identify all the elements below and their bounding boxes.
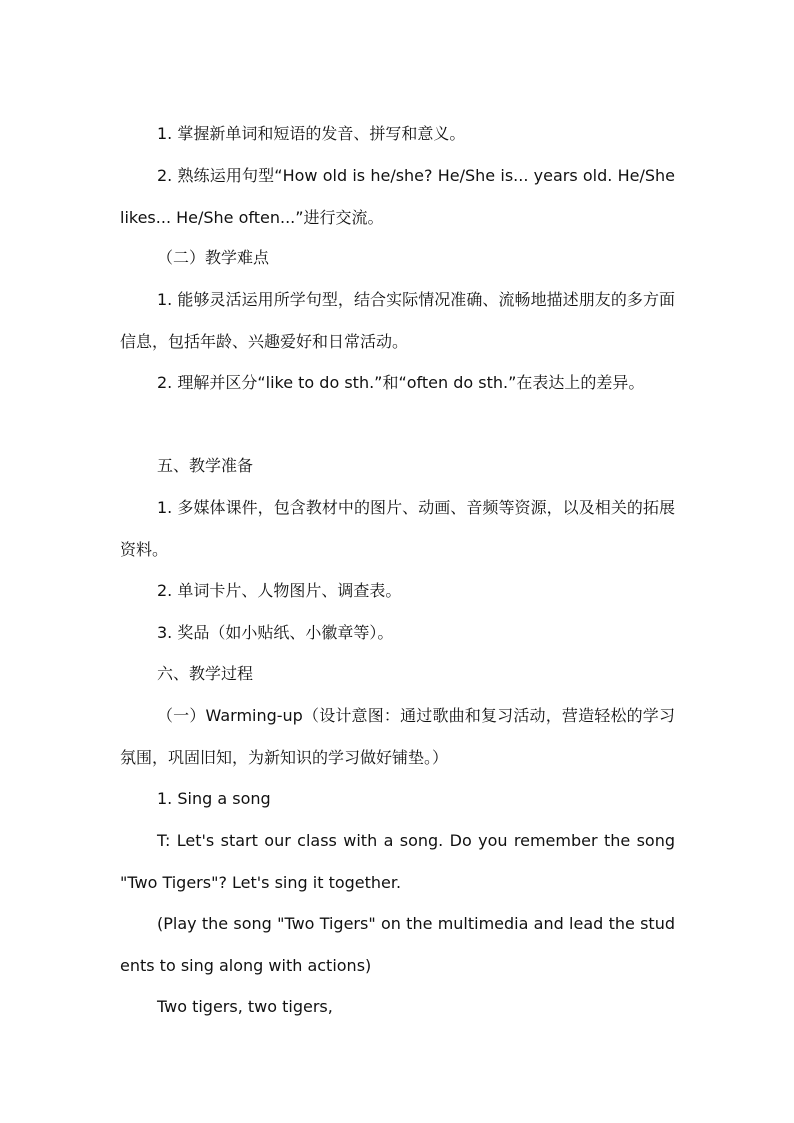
stage-direction: (Play the song "Two Tigers" on the multimedia and lead the students to sing along with actions) — [120, 914, 675, 975]
preparation-2: 2. 单词卡片、人物图片、调查表。 — [157, 581, 402, 600]
section-heading-difficulties: （二）教学难点 — [157, 248, 270, 267]
difficulty-1: 1. 能够灵活运用所学句型，结合实际情况准确、流畅地描述朋友的多方面信息，包括年龄、兴趣爱好和日常活动。 — [120, 290, 675, 351]
preparation-1: 1. 多媒体课件，包含教材中的图片、动画、音频等资源，以及相关的拓展资料。 — [120, 498, 675, 559]
section-heading-process: 六、教学过程 — [157, 664, 254, 683]
preparation-3: 3. 奖品（如小贴纸、小徽章等）。 — [157, 623, 394, 642]
warming-up-heading: （一）Warming-up（设计意图：通过歌曲和复习活动，营造轻松的学习氛围，巩固旧知，为新知识的学习做好铺垫。） — [120, 706, 675, 767]
teacher-line: T: Let's start our class with a song. Do you remember the song "Two Tigers"? Let's sing it together. — [120, 831, 675, 892]
sing-a-song-heading: 1. Sing a song — [157, 789, 271, 808]
section-heading-preparation: 五、教学准备 — [157, 456, 254, 475]
song-lyric-line: Two tigers, two tigers, — [157, 997, 333, 1016]
difficulty-2: 2. 理解并区分“like to do sth.”和“often do sth.”在表达上的差异。 — [157, 373, 645, 392]
objective-1: 1. 掌握新单词和短语的发音、拼写和意义。 — [157, 124, 466, 143]
objective-2: 2. 熟练运用句型“How old is he/she? He/She is... years old. He/She likes... He/She often...”进行交流。 — [120, 166, 675, 227]
